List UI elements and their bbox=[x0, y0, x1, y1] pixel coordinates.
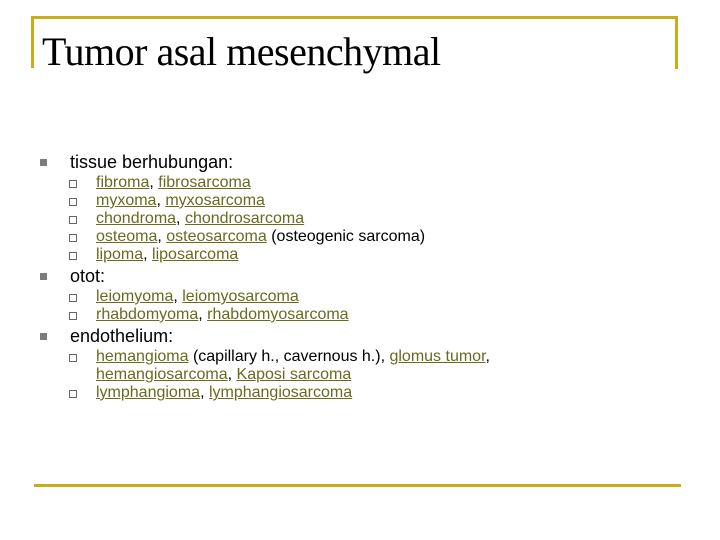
separator-text: , bbox=[156, 192, 166, 209]
list-item bbox=[38, 348, 678, 384]
section-0 bbox=[38, 150, 678, 174]
list-item bbox=[38, 192, 678, 210]
frame-bottom-rule bbox=[34, 484, 681, 487]
square-bullet-icon bbox=[40, 273, 47, 280]
term-link[interactable]: liposarcoma bbox=[152, 246, 239, 263]
term-link[interactable]: myxosarcoma bbox=[165, 192, 265, 209]
list-item bbox=[38, 228, 678, 246]
term-link[interactable]: lipoma bbox=[96, 246, 144, 263]
term-link[interactable]: lymphangioma bbox=[96, 384, 201, 401]
section-heading: otot: bbox=[70, 266, 106, 286]
list-item bbox=[38, 306, 678, 324]
hollow-square-bullet-icon bbox=[69, 198, 77, 206]
separator-text: , bbox=[173, 288, 183, 305]
section-1 bbox=[38, 264, 678, 288]
sub-list bbox=[38, 348, 678, 402]
frame-top-rule bbox=[31, 16, 678, 19]
separator-text: , bbox=[176, 210, 185, 227]
term-link[interactable]: leiomyoma bbox=[96, 288, 174, 305]
hollow-square-bullet-icon bbox=[69, 294, 77, 302]
separator-text: , bbox=[200, 384, 209, 401]
term-link[interactable]: osteosarcoma bbox=[166, 228, 267, 245]
term-link[interactable]: osteoma bbox=[96, 228, 158, 245]
term-link[interactable]: chondrosarcoma bbox=[184, 210, 305, 227]
hollow-square-bullet-icon bbox=[69, 252, 77, 260]
separator-text: (osteogenic sarcoma) bbox=[266, 228, 426, 245]
slide-title: Tumor asal mesenchymal bbox=[42, 29, 441, 74]
separator-text: , bbox=[198, 306, 208, 323]
term-link[interactable]: hemangioma bbox=[96, 348, 189, 365]
list-item bbox=[38, 288, 678, 306]
list-item bbox=[38, 174, 678, 192]
bullet-content bbox=[38, 150, 678, 402]
hollow-square-bullet-icon bbox=[69, 390, 77, 398]
term-link[interactable]: chondroma bbox=[96, 210, 177, 227]
list-item bbox=[38, 246, 678, 264]
separator-text: , bbox=[157, 228, 167, 245]
hollow-square-bullet-icon bbox=[69, 354, 77, 362]
separator-text: , bbox=[485, 348, 490, 365]
term-link[interactable]: leiomyosarcoma bbox=[182, 288, 299, 305]
separator-text: , bbox=[149, 174, 159, 191]
frame-right-rule bbox=[675, 16, 678, 69]
hollow-square-bullet-icon bbox=[69, 234, 77, 242]
list-item bbox=[38, 384, 678, 402]
hollow-square-bullet-icon bbox=[69, 180, 77, 188]
term-link[interactable]: fibroma bbox=[96, 174, 150, 191]
separator-text: , bbox=[143, 246, 153, 263]
list-item bbox=[38, 210, 678, 228]
section-heading: tissue berhubungan: bbox=[70, 152, 234, 172]
term-link[interactable]: lymphangiosarcoma bbox=[208, 384, 353, 401]
hollow-square-bullet-icon bbox=[69, 312, 77, 320]
term-link[interactable]: rhabdomyosarcoma bbox=[207, 306, 349, 323]
term-link[interactable]: rhabdomyoma bbox=[96, 306, 199, 323]
term-link[interactable]: glomus tumor bbox=[389, 348, 486, 365]
sub-list bbox=[38, 288, 678, 324]
term-link[interactable]: Kaposi sarcoma bbox=[236, 366, 352, 383]
term-link[interactable]: hemangiosarcoma bbox=[96, 366, 228, 383]
section-heading: endothelium: bbox=[70, 326, 174, 346]
hollow-square-bullet-icon bbox=[69, 216, 77, 224]
term-link[interactable]: myxoma bbox=[96, 192, 157, 209]
term-link[interactable]: fibrosarcoma bbox=[158, 174, 251, 191]
square-bullet-icon bbox=[40, 159, 47, 166]
sub-list bbox=[38, 174, 678, 264]
square-bullet-icon bbox=[40, 333, 47, 340]
separator-text: , bbox=[227, 366, 237, 383]
section-2 bbox=[38, 324, 678, 348]
separator-text: (capillary h., cavernous h.), bbox=[188, 348, 390, 365]
frame-left-rule bbox=[31, 16, 34, 68]
